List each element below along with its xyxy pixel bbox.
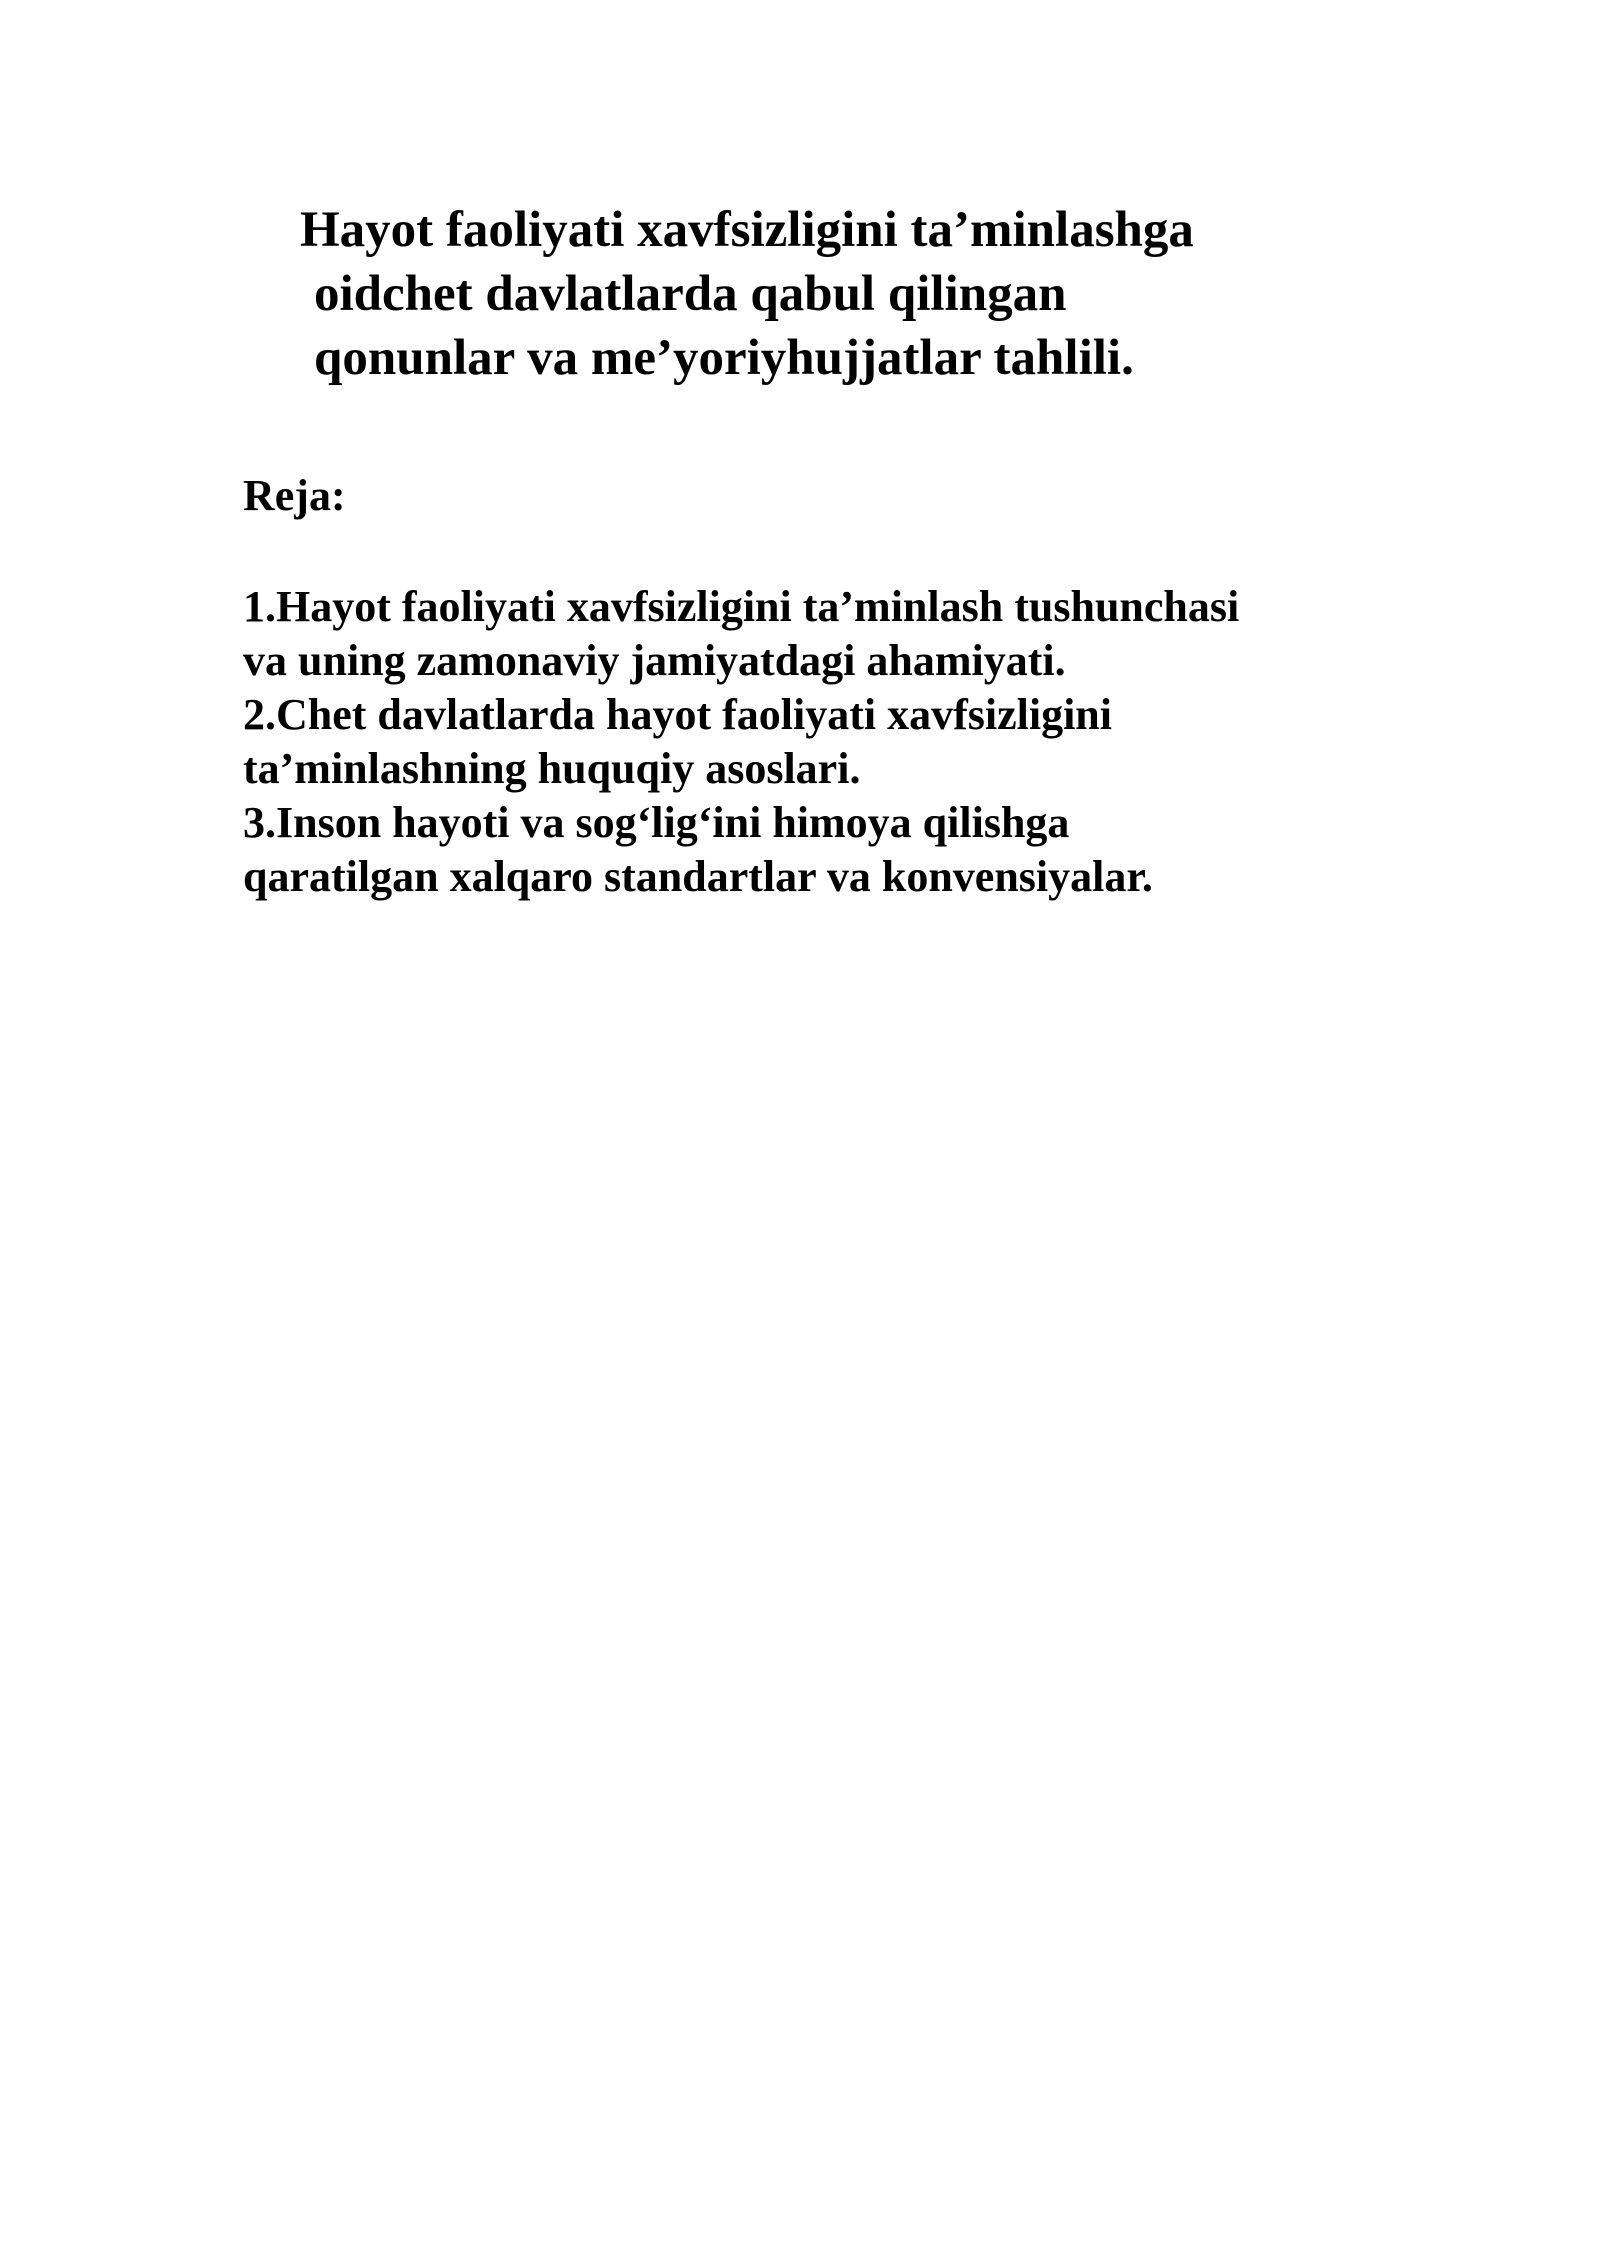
plan-item-2-line-1: 2.Chet davlatlarda hayot faoliyati xavfsizligini <box>243 690 1112 739</box>
plan-item-2-line-2: ta’minlashning huquqiy asoslari. <box>243 744 861 793</box>
title-line-3: qonunlar va me’yoriyhujjatlar tahlili. <box>314 330 1134 386</box>
plan-heading: Reja: <box>243 471 346 520</box>
document-title <box>300 198 1400 390</box>
plan-item-1-line-2: va uning zamonaviy jamiyatdagi ahamiyati. <box>243 636 1066 685</box>
title-line-1: Hayot faoliyati xavfsizligini ta’minlashga <box>300 202 1194 258</box>
plan-item-3-line-2: qaratilgan xalqaro standartlar va konvensiyalar. <box>243 852 1153 901</box>
plan-item-1-line-1: 1.Hayot faoliyati xavfsizligini ta’minlash tushunchasi <box>243 582 1240 631</box>
plan-item-3-line-1: 3.Inson hayoti va sog‘lig‘ini himoya qilishga <box>243 798 1070 847</box>
plan-list <box>243 580 1443 904</box>
title-line-2: oidchet davlatlarda qabul qilingan <box>314 266 1067 322</box>
